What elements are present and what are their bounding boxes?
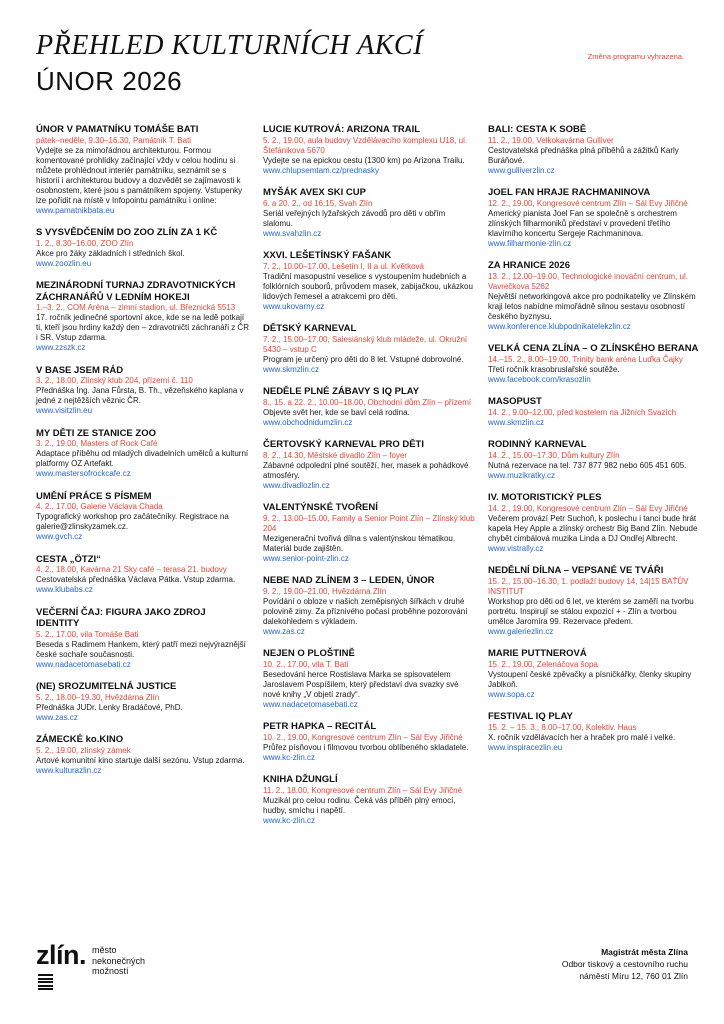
office-name: Magistrát města Zlína — [601, 947, 688, 957]
event-date-venue: 14.–15. 2., 8.00–19.00, Trinity bank aréna Luďka Čajky — [488, 354, 683, 364]
event-description: Zábavné odpolední plné soutěží, her, masek a pohádkové atmosféry. — [263, 460, 469, 480]
event-item — [263, 124, 477, 176]
event-item — [488, 187, 702, 249]
events-column-1 — [36, 124, 250, 787]
event-description: Přednáška JUDr. Lenky Bradáčové, PhD. — [36, 702, 183, 712]
event-website-link[interactable]: www.vistrally.cz — [488, 543, 544, 553]
event-website-link[interactable]: www.klubabs.cz — [36, 585, 93, 594]
event-website-link[interactable]: www.nadacetomasebati.cz — [263, 699, 358, 709]
event-item — [263, 648, 477, 710]
event-item — [488, 565, 702, 637]
event-website-link[interactable]: www.skmzlin.cz — [263, 364, 320, 374]
event-website-link[interactable]: www.gulliverzlin.cz — [488, 165, 555, 175]
event-title: S VYSVĚDČENÍM DO ZOO ZLÍN ZA 1 KČ — [36, 227, 218, 238]
events-column-3 — [488, 124, 702, 764]
event-item — [488, 124, 702, 176]
office-address — [562, 946, 688, 982]
event-title: VEČERNÍ ČAJ: FIGURA JAKO ZDROJ IDENTITY — [36, 606, 206, 629]
event-description: Povídání o obloze v našich zeměpisných šířkách v druhé polovině zimy. Za příznivého počasí proběhne pozorování dalekohledem s výkladem. — [263, 596, 468, 626]
event-title: NEBE NAD ZLÍNEM 3 – LEDEN, ÚNOR — [263, 575, 435, 586]
event-title: DĚTSKÝ KARNEVAL — [263, 323, 357, 334]
event-item — [488, 711, 702, 753]
event-title: UMĚNÍ PRÁCE S PÍSMEM — [36, 490, 152, 502]
event-date-venue: 10. 2., 19.00, Kongresové centrum Zlín – Sál Evy Jiřičné — [263, 732, 463, 742]
event-item — [488, 492, 702, 554]
event-description: Americký pianista Joel Fan se společně s orchestrem zlínských filharmoniků představí v provedení třetího klavírního koncertu Sergeje Rachmaninova. — [488, 208, 677, 238]
event-item — [36, 428, 250, 480]
event-website-link[interactable]: www.chlupsemtam.cz/prednasky — [263, 165, 380, 175]
event-item — [263, 502, 477, 564]
event-title: MY DĚTI ZE STANICE ZOO — [36, 427, 156, 439]
event-description: Vydejte se za mimořádnou architekturou. Formou komentované prohlídky začínající vždy v celou hodinu si můžete prohlédnout interiér památníku, seznámit se s historií i architekturou budovy a dozvědět se zajímavosti k osobnostem, které jsou s památníkem spojeny. Vstupenky lze pořídit na místě v Infopointu památníku i online: — [36, 145, 243, 205]
event-title: MEZINÁRODNÍ TURNAJ ZDRAVOTNICKÝCH ZÁCHRANÁŘŮ V LEDNÍM HOKEJI — [36, 280, 236, 303]
event-website-link[interactable]: www.mastersofrockcafe.cz — [36, 469, 131, 478]
event-title: BALI: CESTA K SOBĚ — [488, 124, 587, 135]
event-date-venue: 5. 2., 19.00, zlínský zámek — [36, 745, 131, 755]
event-description: Seriál veřejných lyžařských závodů pro děti v obřím slalomu. — [263, 208, 446, 228]
event-title: MARIE PUTTNEROVÁ — [488, 648, 587, 659]
event-description: Program je určený pro děti do 8 let. Vstupné dobrovolné. — [263, 354, 464, 364]
event-description: Večerem provází Petr Suchoň, k poslechu i tanci bude hrát kapela Hey Apple a zlínský orchestr Big Band Zlín. Nebude chybět cimbálová muzika Linda a DJ Ondřej Albrecht. — [488, 513, 698, 543]
event-title: VALENTÝNSKÉ TVOŘENÍ — [263, 502, 378, 513]
event-description: Muzikál pro celou rodinu. Čeká vás příběh plný emocí, hudby, smíchu i napětí. — [263, 795, 456, 815]
event-website-link[interactable]: www.zas.cz — [36, 712, 78, 722]
event-website-link[interactable]: www.muzikratky.cz — [488, 470, 555, 480]
event-description: Beseda s Radimem Hankem, který patří mezi nejvýraznější české sochaře současnosti. — [36, 639, 246, 659]
event-item — [263, 386, 477, 428]
event-website-link[interactable]: www.skmzlin.cz — [488, 417, 545, 427]
event-website-link[interactable]: www.gvch.cz — [36, 532, 83, 541]
event-title: KNIHA DŽUNGLÍ — [263, 774, 338, 785]
event-date-venue: 15. 2., 15.00–16.30, 1. podlaží budovy 14, 14|15 BAŤŮV INSTITUT — [488, 576, 689, 596]
event-description: Adaptace příběhu od mladých divadelních umělců a kulturní platformy OZ Artefakt. — [36, 449, 249, 468]
event-date-venue: 3. 2., 18.00, Zlínský klub 204, přízemí č. 110 — [36, 376, 193, 385]
event-date-venue: 14. 2., 9.00–12.00, před kostelem na Jižních Svazích — [488, 407, 677, 417]
event-item — [488, 648, 702, 700]
event-date-venue: 14. 2., 19.00, Kongresové centrum Zlín – Sál Evy Jiřičné — [488, 503, 688, 513]
event-description: Cestovatelská přednáška plná příběhů a zážitků Karly Buráňové. — [488, 145, 679, 165]
event-item — [36, 554, 250, 596]
event-website-link[interactable]: www.konference.klubpodnikatelekzlin.cz — [488, 321, 631, 331]
event-website-link[interactable]: www.senior-point-zlin.cz — [263, 553, 349, 563]
event-description: Mezigenerační tvořivá dílna s valentýnskou tématikou. Materiál bude zajištěn. — [263, 533, 456, 553]
event-title: NEDĚLE PLNÉ ZÁBAVY S IQ PLAY — [263, 386, 420, 397]
event-item — [36, 491, 250, 543]
event-website-link[interactable]: www.kc-zlin.cz — [263, 752, 316, 762]
event-item — [263, 250, 477, 312]
logo-wordmark: zlín. — [36, 940, 86, 970]
event-description: Tradiční masopustní veselice s vystoupením hudebních a folklórních souborů, průvodem masek, zabijačkou, ukázkou lidových řemesel a atrakcemi pro děti. — [263, 271, 473, 301]
office-department: Odbor tiskový a cestovního ruchu — [561, 959, 688, 969]
event-title: FESTIVAL IQ PLAY — [488, 711, 573, 722]
event-description: Přednáška Ing. Jana Fůrsta, B. Th., vězeňského kaplana v jedné z nejtěžších věznic ČR. — [36, 386, 244, 405]
event-description: Objevte svět her, kde se baví celá rodina. — [263, 407, 410, 417]
event-description: Typografický workshop pro začátečníky. Registrace na galerie@zlinskyzamek.cz. — [36, 512, 229, 531]
event-title: MASOPUST — [488, 396, 542, 407]
logo-tagline-line: možností — [92, 966, 129, 976]
event-title: JOEL FAN HRAJE RACHMANINOVA — [488, 187, 651, 198]
event-title: ČERTOVSKÝ KARNEVAL PRO DĚTI — [263, 439, 424, 450]
event-date-venue: 3. 2., 19.00, Masters of Rock Café — [36, 439, 158, 448]
event-website-link[interactable]: www.divadlozlin.cz — [263, 480, 330, 490]
event-date-venue: 15. 2. – 15. 3., 8.00–17.00, Kolektiv. Haus — [488, 722, 637, 732]
event-title: MYŠÁK AVEX SKI CUP — [263, 187, 366, 198]
event-date-venue: 8., 15. a 22. 2., 10.00–18.00, Obchodní dům Zlín – přízemí — [263, 397, 472, 407]
event-description: Vydejte se na epickou cestu (1300 km) po Arizona Trailu. — [263, 155, 465, 165]
event-date-venue: 11. 2., 18.00, Kongresové centrum Zlín – Sál Evy Jiřičné — [263, 785, 463, 795]
event-item — [263, 721, 477, 763]
event-website-link[interactable]: www.galeriezlin.cz — [488, 626, 554, 636]
event-title: NEDĚLNÍ DÍLNA – VEPSANÉ VE TVÁŘI — [488, 565, 664, 576]
event-title: (NE) SROZUMITELNÁ JUSTICE — [36, 681, 177, 692]
logo-tagline — [92, 945, 145, 977]
event-date-venue: 11. 2., 19.00, Velkokavárna Gulliver — [488, 135, 614, 145]
event-description: Besedování herce Rostislava Marka se spisovatelem Jaroslavem Pospíšilem, který představí dva svazky své nové knihy „V objetí zrady“. — [263, 669, 459, 699]
event-date-venue: 10. 2., 17.00, vila T. Bati — [263, 659, 349, 669]
event-date-venue: 9. 2., 19.00–21.00, Hvězdárna Zlín — [263, 586, 387, 596]
event-title: ZA HRANICE 2026 — [488, 260, 571, 271]
event-description: Nutná rezervace na tel. 737 877 982 nebo 605 451 605. — [488, 460, 687, 470]
event-title: V BASE JSEM RÁD — [36, 364, 124, 376]
event-title: IV. MOTORISTICKÝ PLES — [488, 492, 602, 503]
event-website-link[interactable]: www.sopa.cz — [488, 689, 535, 699]
event-description: Workshop pro děti od 6 let, ve kterém se zaměří na tvorbu portrétu. Inspirují se stálou expozicí + - Zlín a tvorbou umělce Jaromíra 99. Rezervace předem. — [488, 596, 694, 626]
event-website-link[interactable]: www.kc-zlin.cz — [263, 815, 316, 825]
event-item — [263, 187, 477, 239]
event-website-link[interactable]: www.nadacetomasebati.cz — [36, 659, 131, 669]
program-disclaimer: Změna programu vyhrazena. — [587, 52, 684, 61]
event-website-link[interactable]: www.facebook.com/krasozlin — [488, 374, 591, 384]
event-title: RODINNÝ KARNEVAL — [488, 439, 587, 450]
event-date-venue: 13. 2., 12.00–19.00, Technologické inovační centrum, ul. Vavrečkova 5262 — [488, 271, 688, 291]
event-description: Největší networkingová akce pro podnikatelky ve Zlínském kraji letos nabídne mimořádně silnou sestavu osobností českého byznysu. — [488, 291, 696, 321]
event-item — [263, 323, 477, 375]
event-date-venue: 8. 2., 14.30, Městské divadlo Zlín – foyer — [263, 450, 408, 460]
page-title-line1: PŘEHLED KULTURNÍCH AKCÍ — [36, 30, 423, 61]
event-date-venue: 6. a 20. 2., od 16.15, Svah Zlín — [263, 198, 373, 208]
event-website-link[interactable]: www.svahzlin.cz — [263, 228, 322, 238]
office-street: náměstí Míru 12, 760 01 Zlín — [579, 971, 688, 981]
event-website-link[interactable]: www.ukovarny.cz — [263, 301, 325, 311]
page-title-line2: ÚNOR 2026 — [36, 66, 183, 96]
event-date-venue: 5. 2., 17.00, vila Tomáše Bati — [36, 629, 139, 639]
event-title: LUCIE KUTROVÁ: ARIZONA TRAIL — [263, 124, 421, 135]
event-title: PETR HAPKA – RECITÁL — [263, 721, 377, 732]
event-item — [488, 260, 702, 332]
event-website-link[interactable]: www.zas.cz — [263, 626, 305, 636]
event-website-link[interactable]: www.filharmonie-zlin.cz — [488, 238, 572, 248]
event-title: CESTA „ÖTZI“ — [36, 553, 101, 565]
event-item — [263, 774, 477, 826]
event-item — [36, 607, 250, 670]
event-website-link[interactable]: www.pamatnikbata.eu — [36, 205, 115, 215]
event-date-venue: 5. 2., 18.00–19.30, Hvězdárna Zlín — [36, 692, 160, 702]
event-title: VELKÁ CENA ZLÍNA – O ZLÍNSKÉHO BERANA — [488, 343, 699, 354]
event-item — [488, 439, 702, 481]
event-description: Třetí ročník krasobruslařské soutěže. — [488, 364, 620, 374]
logo-bars-icon — [38, 974, 53, 992]
event-item — [36, 365, 250, 417]
event-title: ÚNOR V PAMATNÍKU TOMÁŠE BATI — [36, 124, 199, 135]
event-date-venue: 9. 2., 13.00–15.00, Family a Senior Point Zlín – Zlínský klub 204 — [263, 513, 475, 533]
event-item — [36, 227, 250, 269]
event-date-venue: 7. 2., 15.00–17.00, Salesiánský klub mládeže, ul. Okružní 5430 – vstup C — [263, 334, 468, 354]
zlin-logo — [36, 940, 176, 1000]
logo-tagline-line: město — [92, 945, 117, 955]
event-title: XXVI. LEŠETÍNSKÝ FAŠANK — [263, 250, 392, 261]
event-date-venue: 7. 2., 10.00–17.00, Lešetín I, II a ul. Květková — [263, 261, 424, 271]
event-date-venue: pátek–neděle, 9.30–16.30, Památník T. Bati — [36, 135, 192, 145]
event-date-venue: 15. 2., 19.00, Zelenáčova šopa — [488, 659, 598, 669]
event-description: Cestovatelská přednáška Václava Pátka. Vstup zdarma. — [36, 575, 236, 584]
event-website-link[interactable]: www.inspiracezlin.eu — [488, 742, 563, 752]
event-description: Artové komunitní kino startuje další sezónu. Vstup zdarma. — [36, 755, 245, 765]
event-date-venue: 14. 2., 15.00–17.30, Dům kultury Zlín — [488, 450, 620, 460]
event-description: 17. ročník jedinečné sportovní akce, kde se na ledě potkají ti, kteří jsou hrdiny každý den – zdravotničtí záchranáři z ČR i SR. Vstup zdarma. — [36, 313, 249, 342]
event-date-venue: 1. 2., 8.30–16.00, ZOO Zlín — [36, 238, 134, 248]
event-description: X. ročník vzdělávacích her a hraček pro malé i velké. — [488, 732, 676, 742]
event-item — [36, 734, 250, 776]
event-description: Vystoupení české zpěvačky a písničkářky, členky skupiny Jablkoň. — [488, 669, 692, 689]
event-item — [263, 439, 477, 491]
event-title: NEJEN O PLOŠTINĚ — [263, 648, 355, 659]
event-item — [36, 681, 250, 723]
event-item — [263, 575, 477, 637]
event-item — [488, 343, 702, 385]
event-date-venue: 4. 2., 17.00, Galerie Václava Chada — [36, 502, 163, 511]
event-date-venue: 4. 2., 18.00, Kavárna 21 Sky café – terasa 21. budovy — [36, 565, 227, 574]
event-title: ZÁMECKÉ ko.KINO — [36, 734, 124, 745]
event-website-link[interactable]: www.obchodnidumzlin.cz — [263, 417, 353, 427]
event-date-venue: 12. 2., 19.00, Kongresové centrum Zlín – Sál Evy Jiřičné — [488, 198, 688, 208]
event-date-venue: 1.–3. 2., COM Aréna – zimní stadion, ul. Březnická 5513 — [36, 303, 236, 312]
event-item — [36, 280, 250, 353]
event-item — [36, 124, 250, 216]
event-website-link[interactable]: www.zoozlin.eu — [36, 258, 92, 268]
event-website-link[interactable]: www.zzszk.cz — [36, 343, 86, 352]
events-column-2 — [263, 124, 477, 837]
event-item — [488, 396, 702, 428]
event-website-link[interactable]: www.kulturazlin.cz — [36, 765, 102, 775]
event-description: Akce pro žáky základních i středních škol. — [36, 248, 185, 258]
event-date-venue: 5. 2., 19.00, aula budovy Vzdělávacího komplexu U18, ul. Štefánikova 5670 — [263, 135, 468, 155]
event-website-link[interactable]: www.visitzlin.eu — [36, 406, 93, 415]
logo-tagline-line: nekonečných — [92, 955, 146, 966]
event-description: Průřez písňovou i filmovou tvorbou oblíbeného skladatele. — [263, 742, 469, 752]
